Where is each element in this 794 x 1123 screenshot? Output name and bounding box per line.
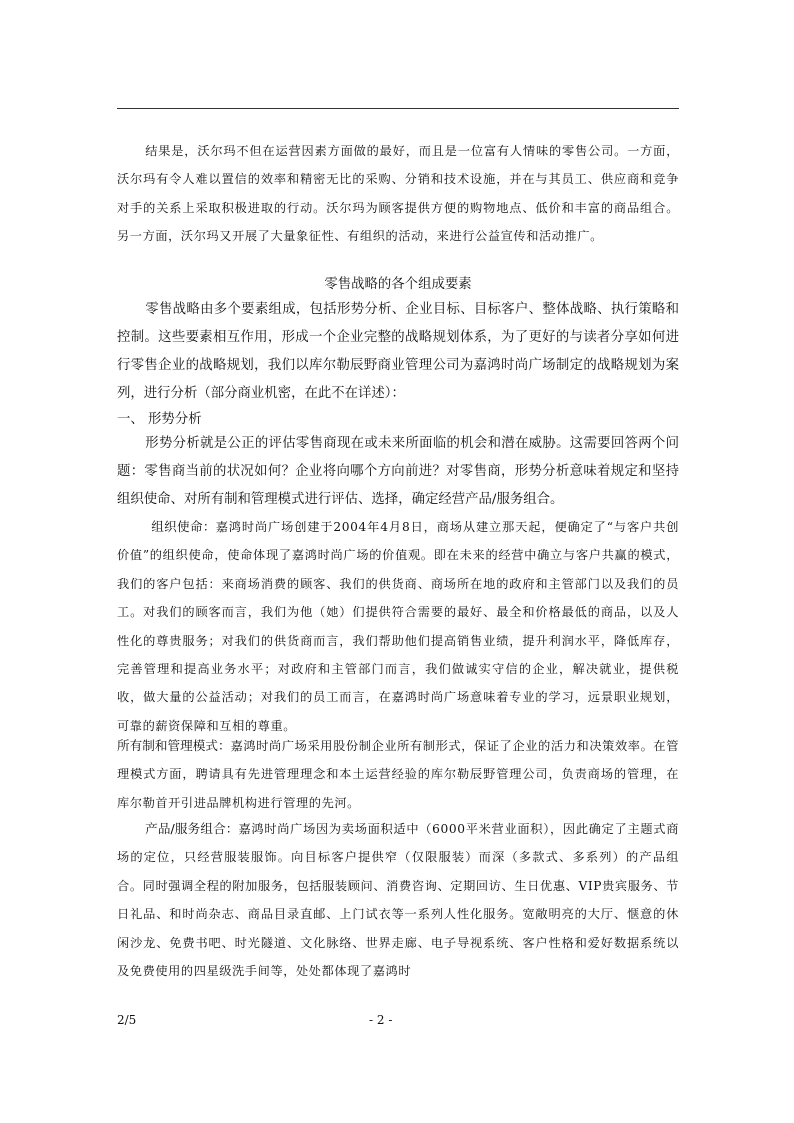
section-title: 零售战略的各个组成要素 xyxy=(324,277,472,292)
header-rule xyxy=(117,108,679,109)
product-text: 嘉鸿时尚广场因为卖场面积适中（6000平米营业面积），因此确定了主题式商场的定位，只经营服装服饰。向目标客户提供窄（仅限服装）而深（多款式、多系列）的产品组合。同时强调全程的附加服务，包括服装顾问、消费咨询、定期回访、生日优惠、VIP贵宾服务、节日礼品、和时尚杂志、商品目录直邮、上门试衣等一系列人性化服务。宽敞明亮的大厅、惬意的休闲沙龙、免费书吧、时光隧道、文化脉络、世界走廊、电子导视系统、客户性格和爱好数据系统以及免费使用的四星级洗手间等，处处都体现了嘉鸿时 xyxy=(117,822,679,979)
paragraph-situation xyxy=(117,430,679,514)
paragraph-walmart-text: 结果是，沃尔玛不但在运营因素方面做的最好，而且是一位富有人情味的零售公司。一方面，沃尔玛有令人难以置信的效率和精密无比的采购、分销和技术设施，并在与其员工、供应商和竞争对手的关系上采取积极进取的行动。沃尔玛为顾客提供方便的购物地点、低价和丰富的商品组合。另一方面，沃尔玛又开展了大量象征性、有组织的活动，来进行公益宣传和活动推广。 xyxy=(117,144,679,244)
paragraph-walmart xyxy=(117,137,679,251)
paragraph-elements xyxy=(117,296,679,408)
heading-situation-analysis: 一、 形势分析 xyxy=(117,412,202,427)
footer-page-count: 2/5 xyxy=(117,1013,137,1027)
paragraph-product xyxy=(117,815,679,985)
mission-text: 嘉鸿时尚广场创建于2004年4月8日，商场从建立那天起，便确定了“与客户共创价值”的组织使命，使命体现了嘉鸿时尚广场的价值观。即在未来的经营中确立与客户共赢的模式，我们的客户包括：来商场消费的顾客、我们的供货商、商场所在地的政府和主管部门以及我们的员工。对我们的顾客而言，我们为他（她）们提供符合需要的最好、最全和价格最低的商品，以及人性化的尊贵服务；对我们的供货商而言，我们帮助他们提高销售业绩，提升利润水平，降低库存，完善管理和提高业务水平；对政府和主管部门而言，我们做诚实守信的企业，解决就业，提供税收，做大量的公益活动；对我们的员工而言，在嘉鸿时尚广场意味着专业的学习，远景职业规划，可靠的薪资保障和互相的尊重。 xyxy=(117,520,679,733)
ownership-text: 嘉鸿时尚广场采用股份制企业所有制形式，保证了企业的活力和决策效率。在管理模式方面，聘请具有先进管理理念和本土运营经验的库尔勒辰野管理公司，负责商场的管理，在库尔勒首开引进品牌机构进行管理的先河。 xyxy=(117,739,680,810)
paragraph-situation-text: 形势分析就是公正的评估零售商现在或未来所面临的机会和潜在威胁。这需要回答两个问题：零售商当前的状况如何？企业将向哪个方向前进？对零售商，形势分析意味着规定和坚持组织使命、对所有制和管理模式进行评估、选择，确定经营产品/服务组合。 xyxy=(117,436,679,507)
paragraph-mission xyxy=(117,513,679,740)
footer-page-number: - 2 - xyxy=(369,1013,393,1027)
product-label: 产品/服务组合： xyxy=(145,821,239,836)
ownership-label: 所有制和管理模式： xyxy=(117,738,231,753)
paragraph-elements-text: 零售战略由多个要素组成，包括形势分析、企业目标、目标客户、整体战略、执行策略和控制。这些要素相互作用，形成一个企业完整的战略规划体系，为了更好的与读者分享如何进行零售企业的战略规划，我们以库尔勒辰野商业管理公司为嘉鸿时尚广场制定的战略规划为案列，进行分析（部分商业机密，在此不在详述）： xyxy=(117,302,679,401)
paragraph-ownership xyxy=(117,732,679,817)
mission-label: 组织使命： xyxy=(151,519,216,534)
